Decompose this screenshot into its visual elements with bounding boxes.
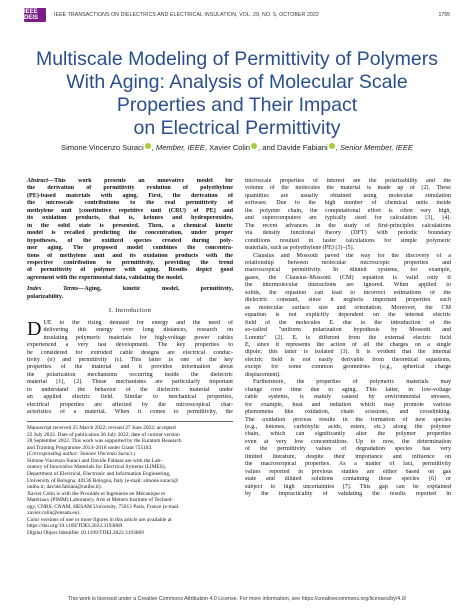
body-line: values reported in previous studies are either based on gas	[245, 468, 451, 475]
abstract-line: mer aging. The proposed model combines the concentra-	[27, 245, 233, 252]
body-line: Lorentz" [2]. Eᵢ is different from the external electric field	[245, 334, 451, 341]
index-terms-line: —Aging, kinetic model, permittivity,	[78, 286, 233, 293]
intro-line: to understand the behavior of the dielectric material under	[27, 386, 233, 393]
body-line: dipole; this latter is isolated [3]. It is evident that the internal	[245, 349, 451, 356]
paper-title	[24, 48, 450, 140]
body-line: the macroscopical properties. As a matter of fact, permittivity	[245, 461, 451, 468]
intro-line: experienced a very fast development. The key properties to	[27, 342, 233, 349]
left-column	[27, 178, 233, 536]
body-line: the intermolecular interactions are ignored. When applied to	[245, 282, 451, 289]
author-name: Simone Vincenzo Suraci	[61, 143, 144, 152]
journal-name: IEEE TRANSACTIONS ON DIELECTRICS AND ELECTRICAL INSULATION, VOL. 29, NO. 5, OCTOBER 2022	[54, 12, 319, 18]
author-name: Xavier Colin	[209, 143, 251, 152]
body-line: quantities are usually obtained using molecular simulation	[245, 192, 451, 199]
body-line: as molecular surface size and orientation. Moreover, the CM	[245, 304, 451, 311]
author-name: and Davide Fabiani	[262, 143, 328, 152]
orcid-icon[interactable]	[251, 143, 257, 149]
body-line: macroscopical permittivity. In diluted systems, for example,	[245, 267, 451, 274]
index-terms-line: polarizability.	[27, 293, 64, 300]
body-line: phenomena like oxidation, chain scissions, and crosslinking.	[245, 409, 451, 416]
footnote-line: Manuscript received 25 March 2022; revised 27 June 2022; accepted	[27, 425, 176, 432]
body-line: equation is not explicitly dependent on the internal electric	[245, 312, 451, 319]
footnote-line: and Training Programme 2014–2018 under Grant 755183.	[27, 444, 153, 451]
footnote-line: Digital Object Identifier 10.1109/TDEI.2022.3193869	[27, 529, 144, 536]
intro-line: be considered for extruded cable designs are electrical conduc-	[27, 349, 233, 356]
footnote-line: Matériaux (PIMM) Laboratory, Arts et Métiers Institute of Technol-	[27, 497, 174, 504]
body-line: gases, the Clausius–Mossotti (CM) equation is valid only if	[245, 274, 451, 281]
author-role: Member, IEEE	[155, 143, 205, 152]
index-terms-label: Index Terms	[27, 286, 79, 293]
abstract-line: respective contribution to permittivity, providing the trend	[27, 259, 233, 266]
abstract-line: —This work presents an innovative model for	[48, 178, 233, 184]
body-line: Furthermore, the properties of polymeric materials may	[253, 379, 451, 386]
intro-line: delivering this energy over long distances, research on	[43, 327, 233, 334]
body-line: E, since it represents the action of all the charges on a single	[245, 341, 451, 348]
footnote-line: (Corresponding author: Simone Vincenzo Suraci.)	[27, 451, 136, 458]
footnote-line: Simone Vincenzo Suraci and Davide Fabiani are with the Lab-	[27, 457, 163, 464]
footnote-line: University of Bologna, 40136 Bologna, Italy (e-mail: simone.suraci@	[27, 477, 179, 484]
footnote-line: Department of Electrical, Electronic and Information Engineering,	[27, 471, 171, 478]
body-line: The recent advances in the study of first-principles calculations	[245, 222, 451, 229]
doi-link[interactable]: https://doi.org/10.1109/TDEI.2022.3193869.	[27, 523, 124, 530]
body-line: (e.g., ketones, carboxylic acids, esters, etc.) along the polymer	[245, 423, 451, 430]
intro-line: material [1], [2]. These mechanisms are particularly important	[27, 379, 233, 386]
body-line: Clausius and Mossotti paved the way for the discovery of a	[253, 252, 451, 259]
intro-line: tivity (σ) and permittivity (ε). This latter is one of the key	[27, 356, 233, 363]
body-line: dielectric constant, since it neglects important properties such	[245, 297, 451, 304]
drop-cap: D	[27, 317, 42, 340]
footnote-line: oratory of Innovative Materials for Electrical Systems (LIMES),	[27, 464, 166, 471]
abstract-line: hypotheses, of the oxidized species created during poly-	[27, 237, 233, 244]
right-column	[245, 178, 451, 498]
abstract-line: the microscale contributions to the real permittivity of	[27, 200, 233, 207]
body-line: cable systems, is mainly caused by environmental stresses,	[245, 394, 451, 401]
body-line: field of the molecules Eᵢ due to the introduction of the	[245, 319, 451, 326]
author-role: Senior Member, IEEE	[339, 143, 413, 152]
intro-line: UE to the rising demand for energy and the need of	[43, 319, 233, 326]
body-line: materials, such as polyethylene (PE) [3]–[5].	[245, 245, 355, 252]
body-line: The oxidation process results in the formation of new species	[245, 416, 451, 423]
body-line: the polymer chain, the computational effort is often very high,	[245, 207, 451, 214]
body-line: and supercomputers are typically used for calculation [3], [4].	[245, 215, 451, 222]
body-line: change over time due to aging. This latter, in low-voltage	[245, 386, 451, 393]
body-line: by the impracticality of validating the results reported in	[245, 491, 451, 498]
index-terms	[27, 286, 233, 301]
footnote-line: 22 July 2022. Date of publication 26 July 2022; date of current version	[27, 431, 180, 438]
title-line: Properties and Their Impact	[116, 94, 358, 116]
body-line: chain, which can significantly alter the polymer properties	[245, 431, 451, 438]
footnote-line: xavier.colin@ensam.eu).	[27, 510, 81, 517]
abstract-label: Abstract	[27, 178, 48, 184]
footnote-line: Xavier Colin is with the Procédés et Ingénierie en Mécanique et	[27, 490, 166, 497]
body-line: subject to high uncertainties [7]. This gap can be explained	[245, 483, 451, 490]
body-line: limited literature, despite their importance and influence on	[245, 453, 451, 460]
body-line: except for some common geometries (e.g., spherical charge	[245, 364, 451, 371]
abstract-line: of permittivity of polymer with aging. Results depict good	[27, 267, 233, 274]
abstract-line: model is recalled predicting the concentration, under proper	[27, 230, 233, 237]
body-line: relationship between molecular microscopic properties and	[245, 259, 451, 266]
abstract-line: (PE)-based materials with aging. First, the derivation of	[27, 192, 233, 199]
intro-line: properties of the material and it provides information about	[27, 364, 233, 371]
abstract-line: agreement with the experimental data, validating the model.	[27, 274, 184, 281]
footnote-line: Color versions of one or more figures in this article are available at	[27, 516, 172, 523]
intro-line: insulating polymeric materials for high-voltage power cables	[43, 334, 233, 341]
title-line: on Electrical Permittivity	[133, 117, 341, 139]
intro-line: the polarization mechanisms occurring inside the dielectric	[27, 371, 233, 378]
license-footer: This work is licensed under a Creative Commons Attribution 4.0 License. For more information, see https://creativecommons.org/licenses/by/4.0/	[67, 596, 407, 602]
body-line: so-called "uniform polarization hypothesis by Mossotti and	[245, 327, 451, 334]
intro-line: an applied electric field. Similar to mechanical properties,	[27, 394, 233, 401]
abstract-line: the derivation of permittivity evolution of polyethylene	[27, 185, 233, 192]
abstract-line: methylene unit [constitutive repetitive unit (CRU) of PE] and	[27, 207, 233, 214]
orcid-icon[interactable]	[145, 143, 151, 149]
footnote-line: ogy, CNRS, CNAM, HESAM University, 75013 Paris, France (e-mail:	[27, 503, 180, 510]
author-list: Simone Vincenzo Suraci , Member, IEEE, Xavier Colin , and Davide Fabiani , Senior Member, IEEE	[61, 143, 413, 152]
orcid-icon[interactable]	[329, 143, 335, 149]
body-line: displacement).	[245, 371, 281, 378]
body-line: state and diluted solutions containing those species [6] or	[245, 476, 451, 483]
section-heading: I. Introduction	[108, 307, 152, 315]
abstract-line: in the solid state is presented. Then, a chemical kinetic	[27, 222, 233, 229]
footnote-divider	[27, 421, 233, 422]
body-line: conditions resulted in faster calculations for simple polymeric	[245, 237, 451, 244]
body-line: via density functional theory (DFT) with periodic boundary	[245, 230, 451, 237]
title-line: With Aging: Analysis of Molecular Scale	[66, 71, 408, 93]
body-line: of the permittivity values of degradation species has very	[245, 446, 451, 453]
body-line: software. Due to the high number of chemical units inside	[245, 200, 451, 207]
intro-line: electrical properties are affected by the microscopical char-	[27, 401, 233, 408]
footnotes	[27, 425, 233, 536]
body-line: for example, heat and radiation which may promote various	[245, 401, 451, 408]
abstract-line: its oxidation products, that is, ketones and hydroperoxides,	[27, 215, 233, 222]
footnote-line: 28 September 2022. This work was supported by the Euratom Research	[27, 438, 182, 445]
journal-logo: IEEE DEIS	[24, 8, 46, 22]
abstract-line: tions of methylene unit and its oxidation products with the	[27, 252, 233, 259]
running-header	[24, 8, 450, 22]
page-number: 1795	[438, 12, 450, 18]
body-line: volume of the molecules the material is made up of [2]. These	[245, 185, 451, 192]
intro-paragraph	[27, 317, 233, 417]
body-line: microscale properties of interest are the polarizability and the	[245, 178, 451, 184]
body-line: solids, the equation can lead to incorrect estimations of the	[245, 289, 451, 296]
intro-line: acteristics of a material. When it comes to permittivity, the	[27, 409, 233, 416]
body-line: even at very low concentrations. Up to now, the determination	[245, 438, 451, 445]
body-line: electric field is not easily derivable from theoretical equations,	[245, 356, 451, 363]
abstract	[27, 178, 233, 282]
title-line: Multiscale Modeling of Permittivity of Polymers	[35, 48, 439, 70]
footnote-line: unibo.it; davide.fabiani@unibo.it).	[27, 484, 102, 491]
